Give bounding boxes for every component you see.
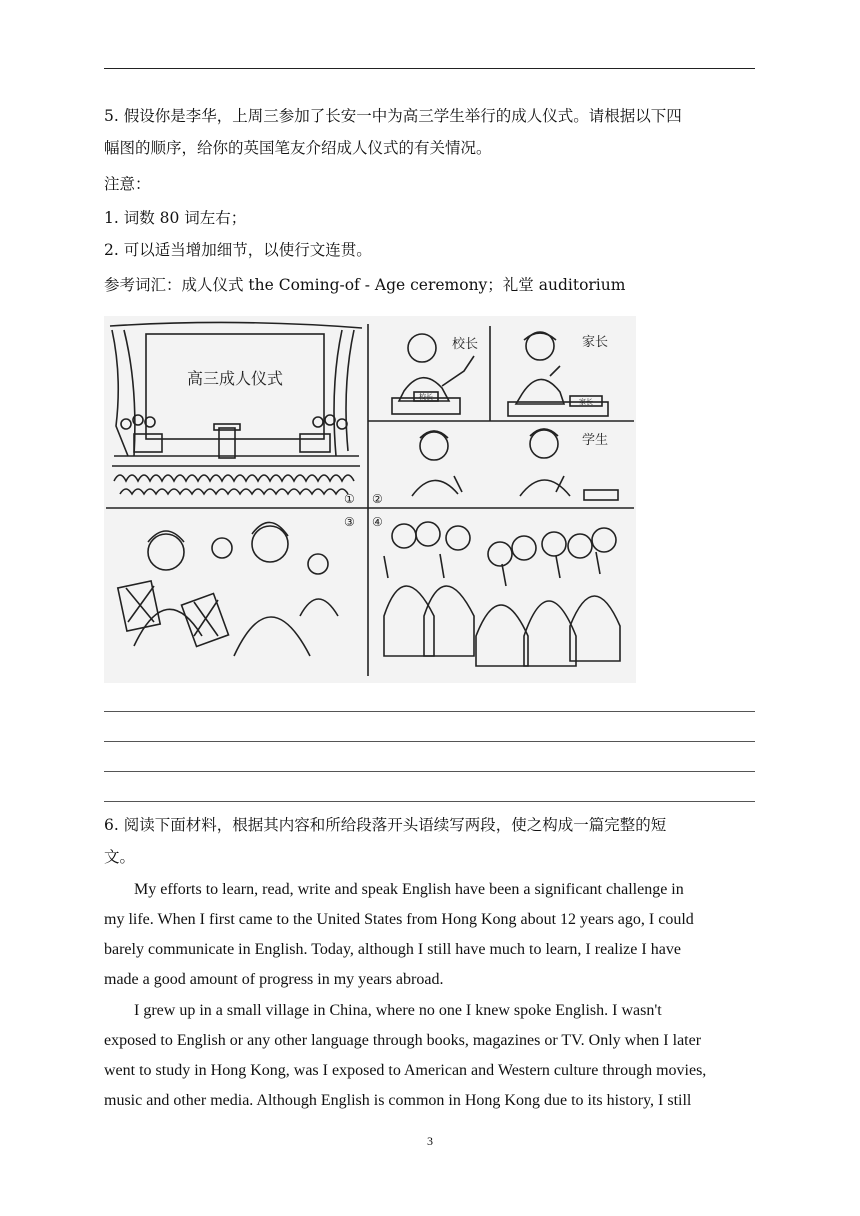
page-number: 3 [427,1134,433,1148]
passage-p1-line-2: my life. When I first came to the United States from Hong Kong about 12 years ago, I could [104,911,694,928]
note-1: 1. 词数 80 词左右； [104,209,247,227]
label-student: 学生 [582,433,609,448]
writing-line[interactable] [104,741,755,742]
q5-line-1: 5. 假设你是李华，上周三参加了长安一中为高三学生举行的成人仪式。请根据以下四 [104,107,682,125]
panel-1-number: ① [344,492,355,506]
q6-line-2: 文。 [104,848,136,866]
ceremony-illustration [104,316,636,683]
writing-line[interactable] [104,771,755,772]
panel-3-number: ③ [344,515,355,529]
label-parent: 家长 [582,335,609,350]
writing-line[interactable] [104,801,755,802]
passage-p2-line-1: I grew up in a small village in China, where no one I knew spoke English. I wasn't [134,1002,662,1019]
passage-p2-line-2: exposed to English or any other language through books, magazines or TV. Only when I later [104,1032,702,1049]
note-2: 2. 可以适当增加细节，以使行文连贯。 [104,241,372,259]
q6-line-1: 6. 阅读下面材料，根据其内容和所给段落开头语续写两段，使之构成一篇完整的短 [104,816,667,834]
vocab-line: 参考词汇：成人仪式 the Coming-of - Age ceremony；礼堂 auditorium [104,276,626,294]
illustration-svg [104,316,636,683]
passage-p1-line-1: My efforts to learn, read, write and speak English have been a significant challenge in [134,881,684,898]
q5-line-2: 幅图的顺序，给你的英国笔友介绍成人仪式的有关情况。 [104,139,492,157]
writing-line[interactable] [104,711,755,712]
passage-p1-line-3: barely communicate in English. Today, although I still have much to learn, I realize I have [104,941,681,958]
panel-2-number: ② [372,492,383,506]
label-principal: 校长 [452,337,479,352]
desk-sign-parent: 家长 [579,398,593,406]
passage-p2-line-4: music and other media. Although English is common in Hong Kong due to its history, I still [104,1092,692,1109]
passage-p2-line-3: went to study in Hong Kong, was I exposed to American and Western culture through movies, [104,1062,707,1079]
passage-p1-line-4: made a good amount of progress in my years abroad. [104,971,444,988]
desk-sign-principal: 校长 [419,393,433,401]
stage-banner: 高三成人仪式 [186,369,284,388]
note-title: 注意： [104,175,151,193]
panel-4-number: ④ [372,515,383,529]
header-rule [104,68,755,69]
